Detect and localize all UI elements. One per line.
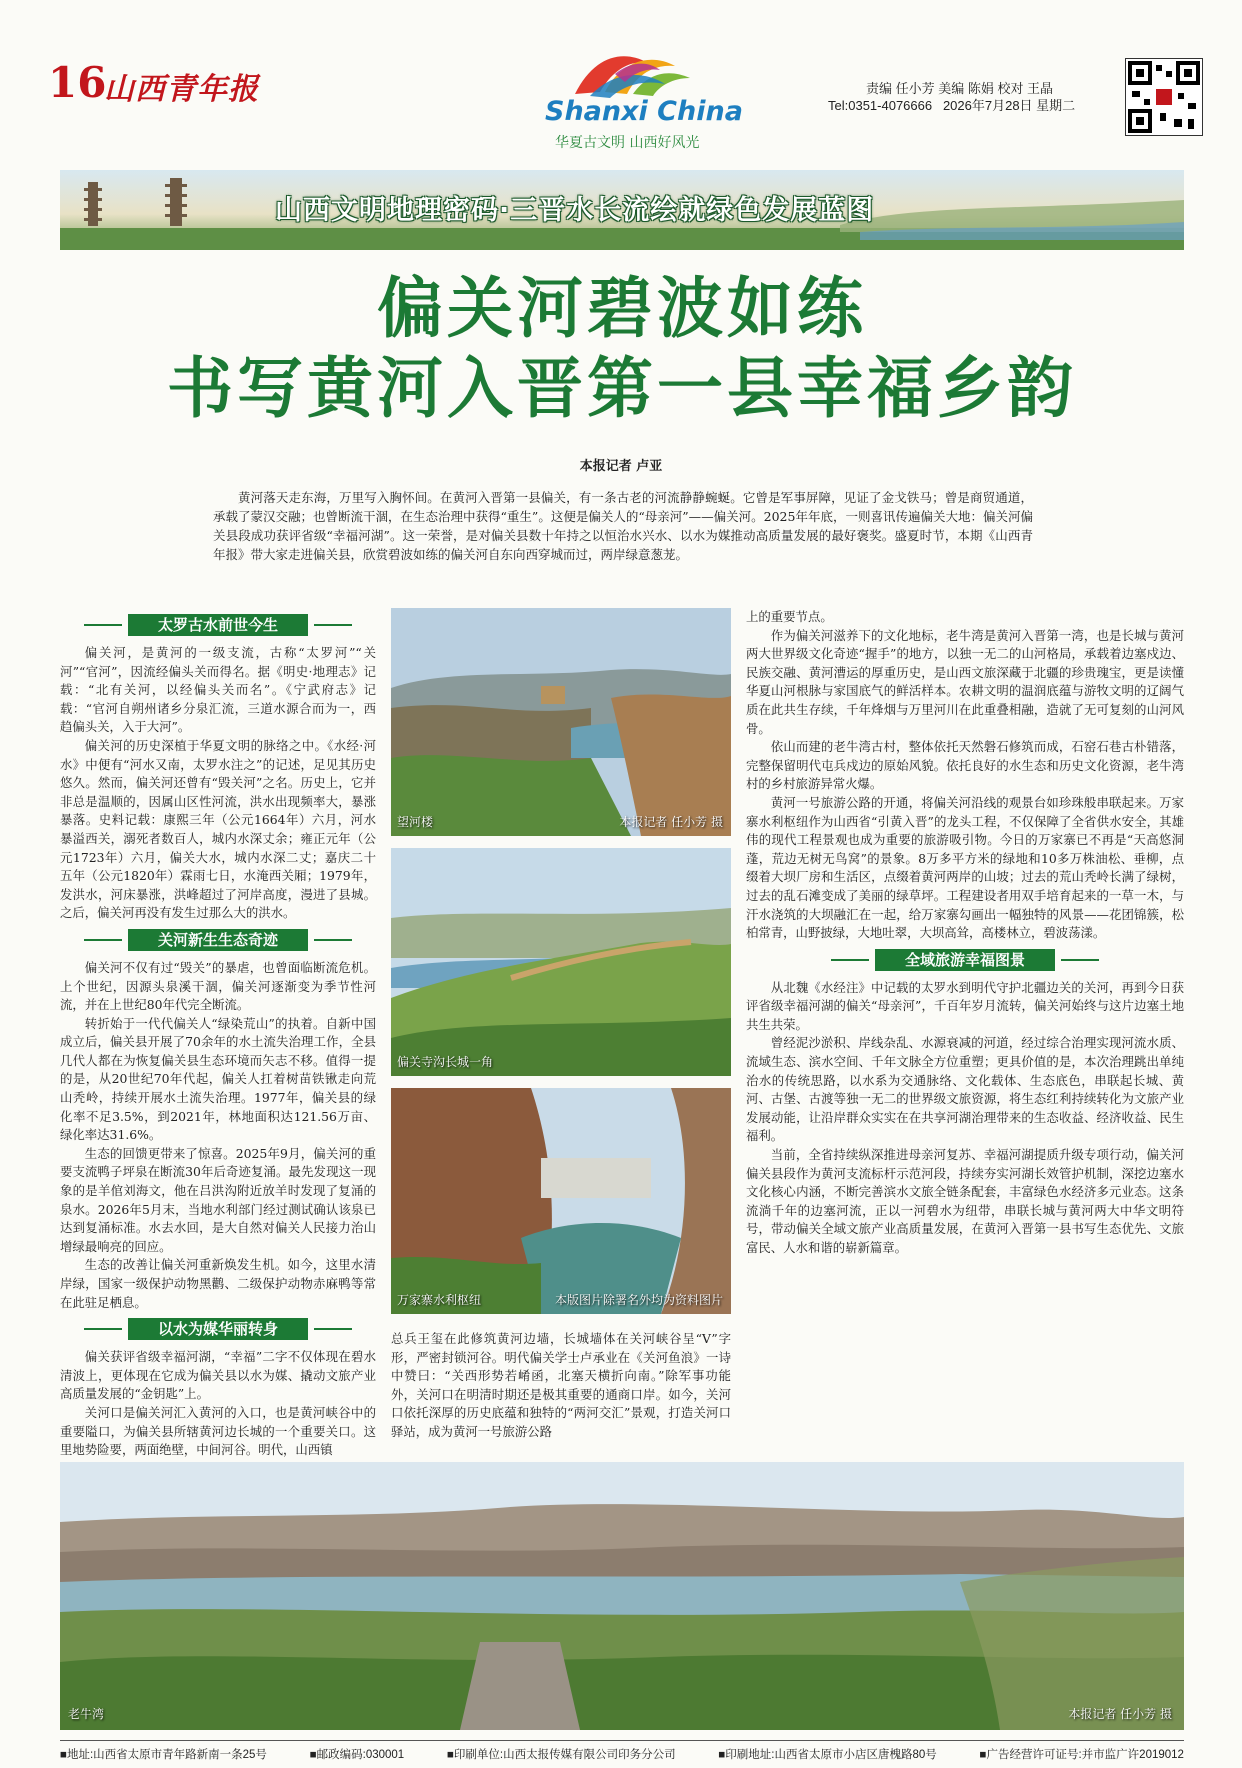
paragraph: 生态的回馈更带来了惊喜。2025年9月，偏关河的重要支流鸭子坪泉在断流30年后奇迹复涌。最先发现这一现象的是羊倌刘海文，他在吕洪沟附近放羊时发现了复涌的泉水。2026年5月末，当地水利部门经过测试确认该泉已达到复涌标准。水去水回，是大自然对偏关人民接力治山增绿最响亮的回应。 [60, 1145, 376, 1254]
photo-credit: 本版图片除署名外均为资料图片 [554, 1293, 723, 1307]
photo-caption: 望河楼 [397, 815, 434, 829]
slogan: 华夏古文明 山西好风光 [555, 135, 700, 151]
section-heading-2: 关河新生生态奇迹 [128, 929, 308, 951]
paragraph: 偏关河的历史深植于华夏文明的脉络之中。《水经·河水》中便有“河水又南，太罗水注之”的记述，足见其历史悠久。然而，偏关河还曾有“毁关河”之名。历史上，它并非总是温顺的，因属山区性河流，洪水出现频率大，暴涨暴落。史料记载：康熙三年（公元1664年）六月，河水暴溢西关，溺死者数百人，城内水深丈余；雍正元年（公元1723年）六月，偏关大水，城内水深二丈；嘉庆二十五年（公元1820年）霖雨七日，水淹西关厢；1979年，发洪水，河床暴涨，洪峰超过了河岸高度，漫进了县城。之后，偏关河再没有发生过那么大的洪水。 [60, 737, 376, 921]
photo-great-wall [391, 848, 731, 1076]
headline-line-2: 书写黄河入晋第一县幸福乡韵 [167, 349, 1077, 427]
newspaper-name: 山西青年报 [104, 72, 259, 107]
dateline [828, 95, 1075, 114]
photo-caption: 万家寨水利枢纽 [397, 1293, 482, 1307]
photo-caption: 偏关寺沟长城一角 [397, 1055, 494, 1069]
left-column [60, 608, 376, 1460]
tel: Tel:0351-4076666 [828, 98, 933, 113]
footer-print-address: ■印刷地址:山西省太原市小店区唐槐路80号 [718, 1749, 937, 1761]
photo-credit: 本报记者 任小芳 摄 [619, 815, 723, 829]
section-heading-1: 太罗古水前世今生 [128, 614, 308, 636]
paragraph: 黄河一号旅游公路的开通，将偏关河沿线的观景台如珍珠般串联起来。万家寨水利枢纽作为山西省“引黄入晋”的龙头工程，不仅保障了全省供水安全，其雄伟的现代工程景观也成为重要的旅游吸引物。今日的万家寨已不再是“天高悠洞蓬，荒边无树无鸟窝”的景象。8万多平方米的绿地和10多万株油松、垂柳，点缀着大坝厂房和生活区，点缀着黄河两岸的山坡；过去的荒山秃岭长满了绿树，过去的乱石滩变成了美丽的绿草坪。工程建设者用双手培育起来的一草一木，与汗水浇筑的大坝融汇在一起，给万家寨勾画出一幅独特的风景——花团锦簇，松柏常青，山野披绿，大地吐翠，大坝高耸，高楼林立，碧波荡漾。 [746, 794, 1184, 941]
paragraph: 偏关河不仅有过“毁关”的暴虐，也曾面临断流危机。上个世纪，因源头泉溪干涸，偏关河逐渐变为季节性河流，并在上世纪80年代完全断流。 [60, 959, 376, 1013]
shanxi-logo-icon [555, 44, 695, 100]
footer-license: ■广告经营许可证号:并市监广许2019012 [979, 1749, 1184, 1761]
headline-line-1: 偏关河碧波如练 [377, 269, 867, 347]
footer-address: ■地址:山西省太原市青年路新南一条25号 [60, 1749, 267, 1761]
paragraph: 生态的改善让偏关河重新焕发生机。如今，这里水清岸绿，国家一级保护动物黑鹳、二级保护动物赤麻鸭等常在此驻足栖息。 [60, 1257, 376, 1310]
right-column [746, 608, 1184, 1258]
byline: 本报记者 卢亚 [579, 459, 663, 474]
paragraph: 关河口是偏关河汇入黄河的入口，也是黄河峡谷中的重要隘口，为偏关县所辖黄河边长城的一个重要关口。这里地势险要，两面绝壁，中间河谷。明代，山西镇 [60, 1404, 376, 1458]
paragraph: 曾经泥沙淤积、岸线杂乱、水源衰减的河道，经过综合治理实现河流水质、流域生态、滨水空间、千年文脉全方位重塑；更具价值的是，本次治理跳出单纯治水的传统思路，以水系为交通脉络、文化载体、生态底色，串联起长城、黄河、古堡、古渡等独一无二的世界级文旅资源，将生态红利持续转化为文旅产业发展动能，让沿岸群众实实在在共享河湖治理带来的生态收益、经济收益、民生福利。 [746, 1035, 1184, 1144]
footer-printer: ■印刷单位:山西太报传媒有限公司印务分公司 [446, 1749, 676, 1761]
photo-credit: 本报记者 任小芳 摄 [1068, 1707, 1172, 1721]
paragraph: 偏关河，是黄河的一级支流，古称“太罗河”“关河”“官河”，因流经偏头关而得名。据《明史·地理志》记载：“北有关河，以经偏头关而名”。《宁武府志》记载：“官河自朔州诸乡分泉汇流，三道水源合而为一，西趋偏头关，入于大河”。 [60, 645, 376, 735]
paragraph: 依山而建的老牛湾古村，整体依托天然磐石修筑而成，石窑石巷古朴错落，完整保留明代屯兵戍边的原始风貌。依托良好的水生态和历史文化资源，老牛湾村的乡村旅游异常火爆。 [746, 739, 1184, 792]
paragraph: 上的重要节点。 [746, 609, 833, 624]
paragraph: 从北魏《水经注》中记载的太罗水到明代守护北疆边关的关河，再到今日获评省级幸福河湖的偏关“母亲河”，千百年岁月流转，偏关河始终与这片边塞土地共生共荣。 [746, 979, 1184, 1032]
qr-code-icon [1125, 58, 1203, 136]
paragraph: 转折始于一代代偏关人“绿染荒山”的执着。自新中国成立后，偏关县开展了70余年的水土流失治理工作，全县几代人都在为恢复偏关县生态环境而矢志不移。值得一提的是，从20世纪70年代起，偏关人扛着树苗铁锹走向荒山秃岭，持续开展水土流失治理。1977年，偏关县的绿化率不足3.5%，到2021年，林地面积达121.56万亩、绿化率达31.6%。 [60, 1015, 376, 1143]
photo-wanjiazhai [391, 1088, 731, 1314]
paragraph: 偏关获评省级幸福河湖，“幸福”二字不仅体现在碧水清波上，更体现在它成为偏关县以水为媒、撬动文旅产业高质量发展的“金钥匙”上。 [60, 1349, 376, 1402]
paragraph: 作为偏关河滋养下的文化地标，老牛湾是黄河入晋第一湾，也是长城与黄河两大世界级文化奇迹“握手”的地方，以独一无二的山河格局，承载着边塞戍边、民族交融、黄河漕运的厚重历史，是山西文旅深藏于北疆的珍贵瑰宝，更是读懂华夏山河根脉与家国底气的鲜活样本。农耕文明的温润底蕴与游牧文明的辽阔气质在此共生存续，千年烽烟与万里河川在此重叠相融，造就了无可复刻的山河风骨。 [746, 627, 1184, 736]
photo-caption: 老牛湾 [68, 1707, 105, 1721]
intro-paragraph: 黄河落天走东海，万里写入胸怀间。在黄河入晋第一县偏关，有一条古老的河流静静蜿蜒。它曾是军事屏障，见证了金戈铁马；曾是商贸通道，承载了蒙汉交融；也曾断流干涸，在生态治理中获得“重生”。这便是偏关人的“母亲河”——偏关河。2025年年底，一则喜讯传遍偏关大地：偏关河偏关县段成功获评省级“幸福河湖”。这一荣誉，是对偏关县数十年持之以恒治水兴水、以水为媒推动高质量发展的最好褒奖。盛夏时节，本期《山西青年报》带大家走进偏关县，欣赏碧波如练的偏关河自东向西穿城而过，两岸绿意葱茏。 [213, 490, 1033, 562]
footer-postcode: ■邮政编码:030001 [309, 1749, 405, 1761]
logo-text: Shanxi China [545, 96, 743, 127]
section-banner [60, 170, 1184, 250]
banner-title: 山西文明地理密码·三晋水长流绘就绿色发展蓝图 [275, 195, 875, 226]
staff-credits: 责编 任小芳 美编 陈娟 校对 王晶 [866, 81, 1054, 96]
paragraph: 当前，全省持续纵深推进母亲河复苏、幸福河湖提质升级专项行动，偏关河偏关县段作为黄河支流标杆示范河段，持续夯实河湖长效管护机制，深挖边塞水文化核心内涵，不断完善滨水文旅全链条配套，丰富绿色水经济多元业态。这条流淌千年的边塞河流，正以一河碧水为纽带，串联长城与黄河两大中华文明符号，带动偏关全域文旅产业高质量发展，在黄河入晋第一县书写生态优先、文旅富民、人水和谐的崭新篇章。 [746, 1147, 1184, 1255]
footer [60, 1740, 1184, 1762]
section-heading-3: 以水为媒华丽转身 [128, 1318, 308, 1340]
middle-column-text [391, 1330, 731, 1442]
photo-wanghe-tower [391, 608, 731, 836]
photo-laoniuwan [60, 1462, 1184, 1730]
issue-date: 2026年7月28日 星期二 [942, 98, 1076, 113]
section-heading-4: 全域旅游幸福图景 [875, 949, 1055, 971]
paragraph: 总兵王玺在此修筑黄河边墙，长城墙体在关河峡谷呈“V”字形，严密封锁河谷。明代偏关学士卢承业在《关河鱼浪》一诗中赞曰：“关西形势若崤函，北塞天横折向南。”除军事功能外，关河口在明清时期还是极其重要的通商口岸。如今，关河口依托深厚的历史底蕴和独特的“两河交汇”景观，打造关河口驿站，成为黄河一号旅游公路 [391, 1331, 731, 1439]
page-number: 16 [48, 58, 107, 107]
